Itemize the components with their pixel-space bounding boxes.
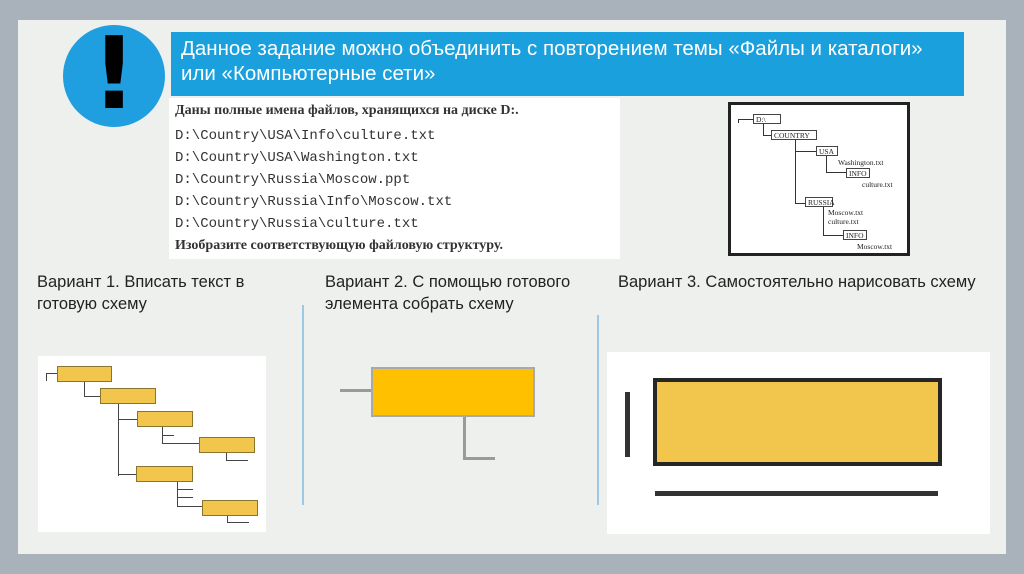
tree-file-washington: Washington.txt <box>838 158 884 167</box>
tree-node-info1: INFO <box>846 168 870 178</box>
folder-box <box>100 388 156 404</box>
variant-3-canvas <box>607 352 990 534</box>
path-line: D:\Country\USA\Info\culture.txt <box>175 128 436 144</box>
folder-box <box>136 466 193 482</box>
task-outro: Изобразите соответствующую файловую структуру. <box>175 238 503 253</box>
path-line: D:\Country\Russia\Moscow.ppt <box>175 172 411 188</box>
variant-3-text: Вариант 3. Самостоятельно нарисовать схему <box>618 273 976 291</box>
task-text-panel <box>169 98 620 259</box>
path-line: D:\Country\Russia\culture.txt <box>175 216 419 232</box>
tree-file-moscow-2: Moscow.txt <box>857 242 893 251</box>
tree-node-russia: RUSSIA <box>805 197 833 207</box>
path-line: D:\Country\Russia\Info\Moscow.txt <box>175 194 453 210</box>
connector-line <box>340 389 373 392</box>
connector-line <box>463 457 495 460</box>
folder-box <box>137 411 193 427</box>
path-line: D:\Country\USA\Washington.txt <box>175 150 419 166</box>
variant-1-text: Вариант 1. Вписать текст в готовую схему <box>37 273 245 313</box>
tree-file-culture1: culture.txt <box>862 180 893 189</box>
folder-box <box>202 500 258 516</box>
exclamation-icon: ! <box>63 25 165 127</box>
folder-element <box>371 367 535 417</box>
line-stroke <box>655 491 938 496</box>
tree-node-country: COUNTRY <box>771 130 817 140</box>
tree-file-culture2: culture.txt <box>828 217 859 226</box>
task-intro: Даны полные имена файлов, хранящихся на диске D:. <box>175 103 519 118</box>
file-tree-diagram <box>728 102 910 256</box>
folder-box <box>57 366 112 382</box>
variant-1-schema <box>38 356 266 532</box>
tree-node-info2: INFO <box>843 230 867 240</box>
connector-line <box>463 417 466 460</box>
tree-file-moscow-1: Moscow.txt <box>828 208 864 217</box>
variant-2-text: Вариант 2. С помощью готового элемента собрать схему <box>325 273 571 313</box>
tree-node-usa: USA <box>816 146 838 156</box>
folder-box <box>199 437 255 453</box>
line-stroke <box>625 392 630 457</box>
banner-text: Данное задание можно объединить с повторением темы «Файлы и каталоги» или «Компьютерные сети» <box>171 32 964 96</box>
divider <box>597 315 599 505</box>
divider <box>302 305 304 505</box>
drawn-rectangle <box>653 378 942 466</box>
tree-node-d: D:\ <box>753 114 781 124</box>
